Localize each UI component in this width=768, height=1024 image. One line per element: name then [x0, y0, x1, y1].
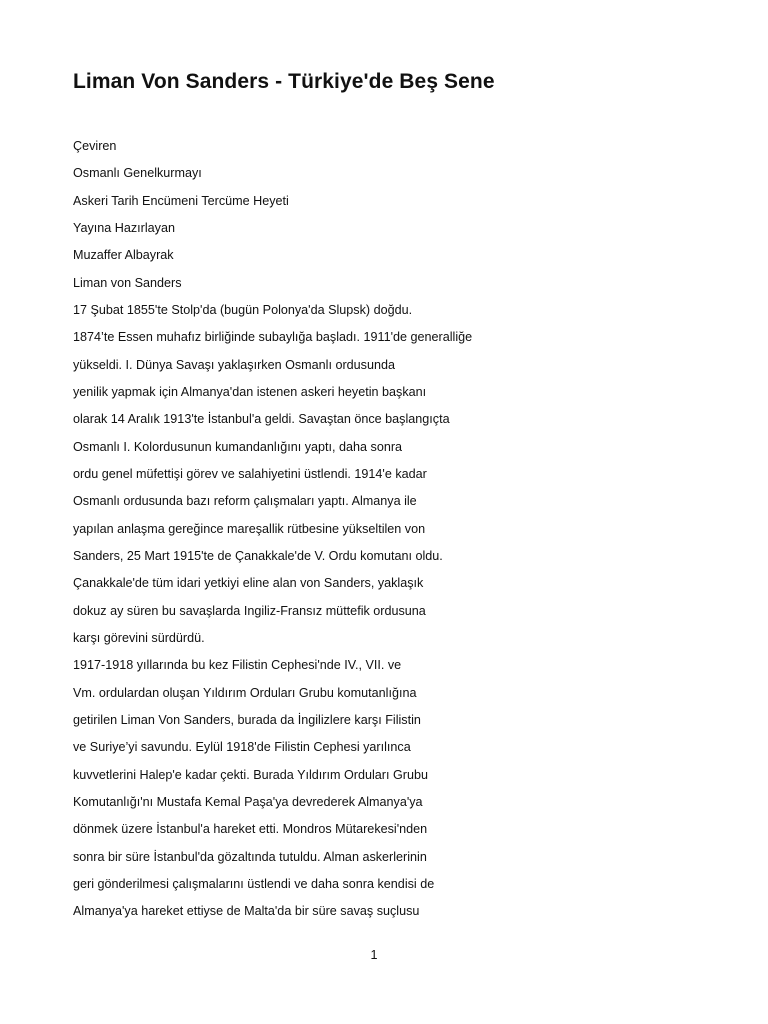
body-line: Sanders, 25 Mart 1915'te de Çanakkale'de V. Ordu komutanı oldu.: [73, 548, 443, 563]
body-line: getirilen Liman Von Sanders, burada da İngilizlere karşı Filistin: [73, 712, 421, 727]
body-line: Çanakkale'de tüm idari yetkiyi eline alan von Sanders, yaklaşık: [73, 576, 424, 591]
body-line: 1874’te Essen muhafız birliğinde subaylığa başladı. 1911'de generalliğe: [73, 330, 473, 345]
body-line: geri gönderilmesi çalışmalarını üstlendi ve daha sonra kendisi de: [73, 876, 435, 891]
body-line: Osmanlı Genelkurmayı: [73, 166, 202, 181]
body-line: yapılan anlaşma gereğince mareşallik rütbesine yükseltilen von: [73, 521, 426, 536]
body-line: yükseldi. I. Dünya Savaşı yaklaşırken Osmanlı ordusunda: [73, 357, 395, 372]
body-line: Vm. ordulardan oluşan Yıldırım Orduları Grubu komutanlığına: [73, 685, 417, 700]
body-line: Yayına Hazırlayan: [73, 220, 175, 235]
body-line: sonra bir süre İstanbul'da gözaltında tutuldu. Alman askerlerinin: [73, 849, 427, 864]
body-line: Almanya'ya hareket ettiyse de Malta'da bir süre savaş suçlusu: [73, 904, 420, 919]
document-title: Liman Von Sanders - Türkiye'de Beş Sene: [73, 70, 495, 93]
body-line: olarak 14 Aralık 1913'te İstanbul'a geldi. Savaştan önce başlangıçta: [73, 412, 450, 427]
body-line: Osmanlı I. Kolordusunun kumandanlığını yaptı, daha sonra: [73, 439, 403, 454]
body-line: Komutanlığı'nı Mustafa Kemal Paşa'ya devrederek Almanya'ya: [73, 794, 423, 809]
body-line: ordu genel müfettişi görev ve salahiyetini üstlendi. 1914'e kadar: [73, 466, 427, 481]
body-line: 1917-1918 yıllarında bu kez Filistin Cephesi'nde IV., VII. ve: [73, 658, 402, 673]
body-line: dönmek üzere İstanbul'a hareket etti. Mondros Mütarekesi'nden: [73, 822, 428, 837]
body-line: Askeri Tarih Encümeni Tercüme Heyeti: [73, 193, 289, 208]
body-line: karşı görevini sürdürdü.: [73, 630, 205, 645]
body-line: kuvvetlerini Halep'e kadar çekti. Burada Yıldırım Orduları Grubu: [73, 767, 428, 782]
body-line: Liman von Sanders: [73, 275, 182, 290]
document-body: [73, 137, 713, 930]
body-line: Muzaffer Albayrak: [73, 248, 174, 263]
page-number: 1: [370, 948, 378, 962]
body-line: Çeviren: [73, 139, 117, 153]
body-line: 17 Şubat 1855'te Stolp'da (bugün Polonya'da Slupsk) doğdu.: [73, 302, 413, 317]
body-line: ve Suriye’yi savundu. Eylül 1918'de Filistin Cephesi yarılınca: [73, 740, 411, 755]
body-line: yenilik yapmak için Almanya'dan istenen askeri heyetin başkanı: [73, 384, 427, 399]
body-line: Osmanlı ordusunda bazı reform çalışmaları yaptı. Almanya ile: [73, 494, 417, 509]
body-line: dokuz ay süren bu savaşlarda Ingiliz-Fransız müttefik ordusuna: [73, 603, 426, 618]
